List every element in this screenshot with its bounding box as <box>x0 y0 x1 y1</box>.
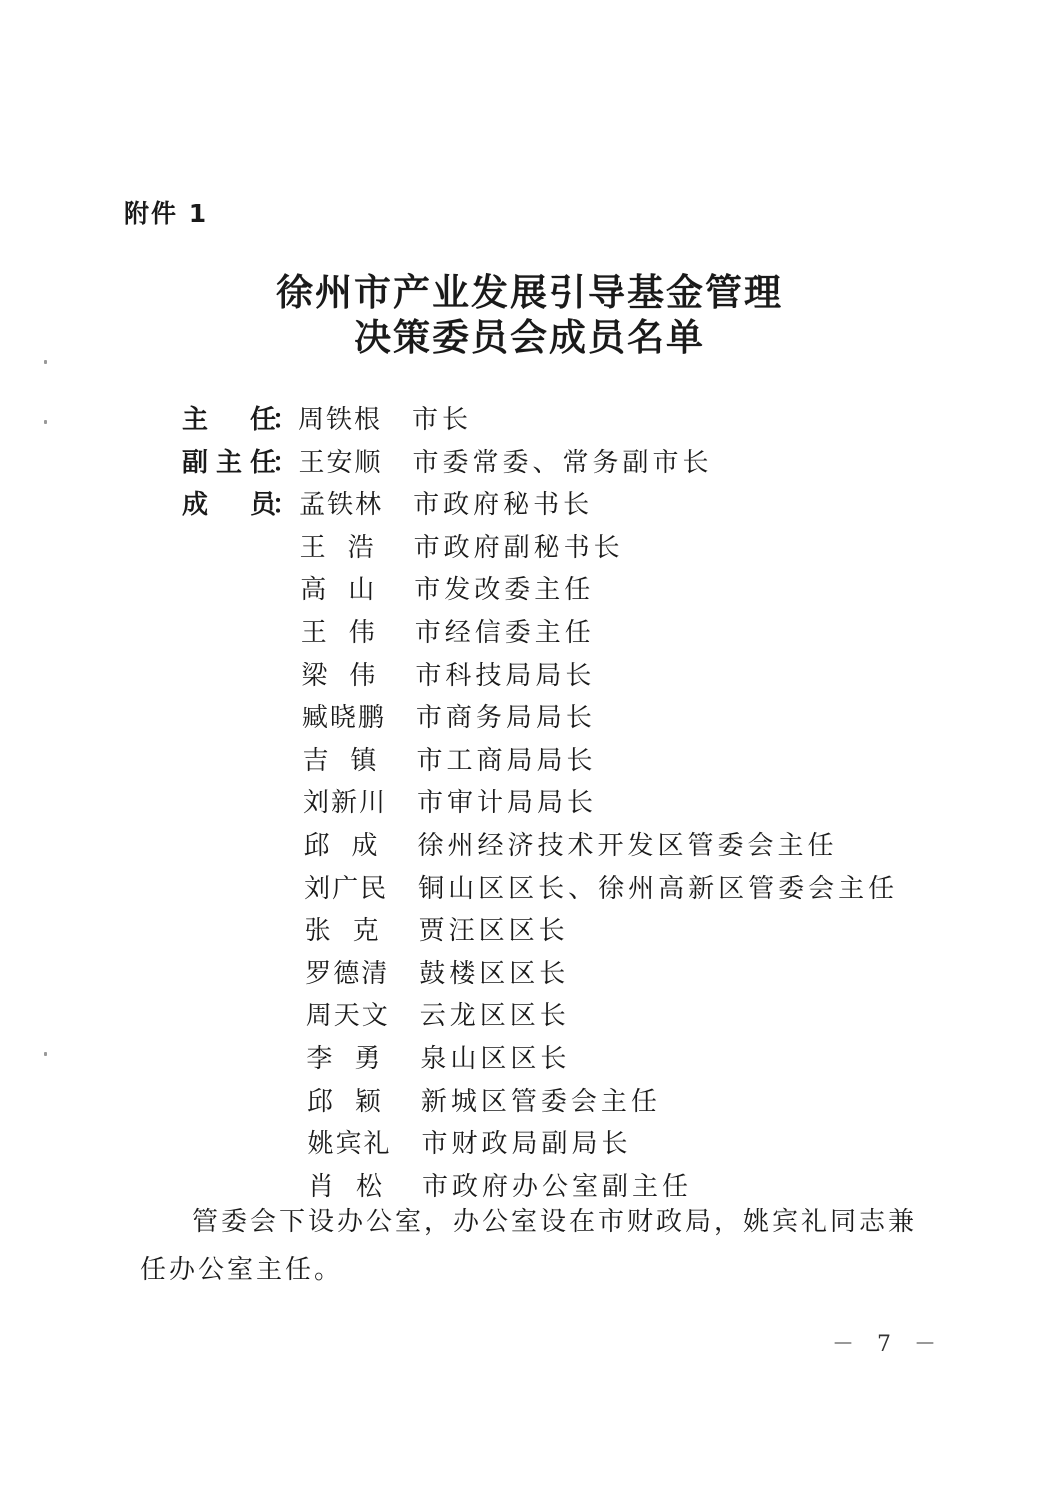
member-name: 周铁根 <box>298 405 383 435</box>
member-position: 市审计局局长 <box>417 788 598 819</box>
member-name: 王安顺 <box>298 447 383 478</box>
member-role: 主任 <box>182 405 276 435</box>
member-name: 臧晓鹏 <box>301 703 386 734</box>
member-row <box>0 443 1059 483</box>
attachment-label: 附件 1 <box>124 199 209 228</box>
member-row <box>0 485 1059 525</box>
role-colon: ： <box>272 447 299 478</box>
member-row <box>0 869 1059 909</box>
member-name: 周天文 <box>305 1001 390 1032</box>
member-name: 王浩 <box>299 532 376 563</box>
member-name: 孟铁林 <box>299 490 384 521</box>
member-name: 刘广民 <box>304 873 389 904</box>
member-name: 邱成 <box>303 831 380 861</box>
member-position: 鼓楼区区长 <box>419 958 570 989</box>
member-name: 张克 <box>304 916 381 947</box>
member-name: 邱颖 <box>306 1086 383 1117</box>
member-name: 吉镇 <box>302 745 379 776</box>
document-title-line-2: 决策委员会成员名单 <box>354 315 705 359</box>
member-row <box>0 698 1059 738</box>
member-position: 贾汪区区长 <box>418 916 569 947</box>
member-row <box>0 911 1059 951</box>
role-colon: ： <box>272 405 299 435</box>
member-position: 市商务局局长 <box>415 703 596 734</box>
document-title-line-1: 徐州市产业发展引导基金管理 <box>276 270 783 314</box>
member-row <box>0 1082 1059 1122</box>
member-row <box>0 528 1059 568</box>
member-row <box>0 826 1059 866</box>
member-row <box>0 656 1059 696</box>
member-position: 市财政局副局长 <box>421 1129 632 1160</box>
member-role: 副主任 <box>182 447 276 478</box>
member-row <box>0 613 1059 653</box>
member-name: 梁伟 <box>301 660 378 691</box>
role-colon: ： <box>272 490 299 521</box>
member-row <box>0 996 1059 1036</box>
member-position: 市长 <box>412 405 473 435</box>
page-number: － 7 － <box>832 1332 944 1357</box>
member-row <box>0 783 1059 823</box>
member-position: 云龙区区长 <box>419 1001 570 1032</box>
member-position: 市经信委主任 <box>414 618 595 648</box>
member-name: 高山 <box>300 575 377 606</box>
member-position: 市政府副秘书长 <box>413 532 624 563</box>
member-name: 罗德清 <box>305 958 390 989</box>
member-position: 泉山区区长 <box>420 1044 571 1074</box>
member-position: 徐州经济技术开发区管委会主任 <box>417 831 838 861</box>
member-position: 市发改委主任 <box>414 575 595 606</box>
member-name: 姚宾礼 <box>307 1129 392 1160</box>
member-position: 市委常委、常务副市长 <box>412 447 713 478</box>
office-note: 管委会下设办公室，办公室设在市财政局，姚宾礼同志兼任办公室主任。 <box>140 1207 918 1285</box>
member-position: 市政府办公室副主任 <box>422 1171 693 1202</box>
member-row <box>0 570 1059 610</box>
member-position: 铜山区区长、徐州高新区管委会主任 <box>418 873 899 904</box>
member-row <box>0 1124 1059 1164</box>
member-row <box>0 400 1059 440</box>
member-name: 李勇 <box>306 1044 383 1074</box>
member-position: 市政府秘书长 <box>413 490 594 521</box>
member-row <box>0 741 1059 781</box>
member-position: 新城区管委会主任 <box>420 1086 661 1117</box>
member-row <box>0 954 1059 994</box>
member-role: 成员 <box>182 490 276 521</box>
member-row <box>0 1039 1059 1079</box>
member-name: 刘新川 <box>303 788 388 819</box>
member-name: 王伟 <box>300 618 377 648</box>
member-position: 市工商局局长 <box>416 745 597 776</box>
member-position: 市科技局局长 <box>415 660 596 691</box>
member-name: 肖松 <box>308 1171 384 1202</box>
